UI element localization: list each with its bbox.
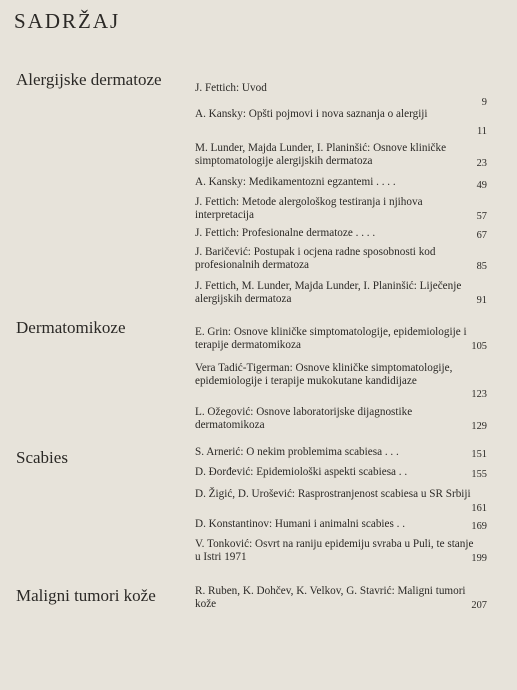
entry-page: 23: [476, 157, 487, 169]
entry-text: D. Đorđević: Epidemiološki aspekti scabiesa . .: [195, 466, 408, 478]
page-title: SADRŽAJ: [14, 9, 121, 33]
entry-page: 67: [476, 229, 487, 241]
toc-entry: [195, 326, 487, 353]
entry-text: J. Baričević: Postupak i ocjena radne sposobnosti kod profesionalnih dermatoza: [195, 246, 436, 271]
entry-page: 91: [476, 294, 487, 306]
entry-page: 49: [476, 179, 487, 191]
entry-page: 161: [471, 502, 487, 514]
entry-text: J. Fettich, M. Lunder, Majda Lunder, I. Planinšić: Liječenje alergijskih dermatoza: [195, 280, 462, 305]
toc-entry: [195, 142, 487, 170]
entry-text: A. Kansky: Medikamentozni egzantemi . . . .: [195, 176, 396, 188]
toc-entry: [195, 362, 487, 401]
entry-text: R. Ruben, K. Dohčev, K. Velkov, G. Stavrić: Maligni tumori kože: [195, 585, 466, 610]
entry-text: D. Žigić, D. Urošević: Rasprostranjenost scabiesa u SR Srbiji: [195, 488, 471, 500]
toc-entry: [195, 488, 487, 515]
toc-entry: [195, 82, 487, 109]
entry-page: 123: [471, 388, 487, 400]
entry-text: A. Kansky: Opšti pojmovi i nova saznanja o alergiji: [195, 108, 428, 120]
entry-page: 11: [476, 125, 487, 137]
entry-text: M. Lunder, Majda Lunder, I. Planinšić: Osnove kliničke simptomatologije alergijskih dermatoza: [195, 142, 447, 167]
entry-text: J. Fettich: Uvod: [195, 82, 267, 94]
entry-text: J. Fettich: Metode alergološkog testiranja i njihova interpretacija: [195, 196, 423, 221]
entry-page: 57: [476, 210, 487, 222]
toc-entry: [195, 196, 487, 223]
toc-entry: [195, 246, 487, 273]
entry-text: S. Arnerić: O nekim problemima scabiesa . . .: [195, 446, 399, 458]
section-title: Maligni tumori kože: [16, 586, 156, 605]
section-title: Alergijske dermatoze: [16, 70, 162, 89]
entry-page: 199: [471, 552, 487, 564]
entry-text: Vera Tadić-Tigerman: Osnove kliničke simptomatologije, epidemiologije i terapije mukokutane kandidijaze: [195, 362, 453, 387]
section-title: Scabies: [16, 448, 68, 467]
entry-text: J. Fettich: Profesionalne dermatoze . . . .: [195, 227, 376, 239]
toc-entry: [195, 466, 487, 481]
toc-entry: [195, 227, 487, 242]
entry-text: V. Tonković: Osvrt na raniju epidemiju svraba u Puli, te stanje u Istri 1971: [195, 538, 474, 563]
entry-page: 9: [481, 96, 487, 108]
section-title: Dermatomikoze: [16, 318, 126, 337]
toc-entry: [195, 176, 487, 192]
toc-entry: [195, 585, 487, 612]
entry-page: 129: [471, 420, 487, 432]
toc-entry: [195, 538, 487, 565]
toc-entry: [195, 108, 487, 138]
toc-entry: [195, 406, 487, 433]
entry-page: 105: [471, 340, 487, 352]
toc-entry: [195, 280, 487, 307]
entry-page: 151: [471, 448, 487, 460]
entry-page: 169: [471, 520, 487, 532]
entry-text: L. Ožegović: Osnove laboratorijske dijagnostike dermatomikoza: [195, 406, 413, 431]
entry-text: E. Grin: Osnove kliničke simptomatologije, epidemiologije i terapije dermatomikoza: [195, 326, 467, 351]
entry-page: 155: [471, 468, 487, 480]
toc-entry: [195, 446, 487, 461]
entry-page: 207: [471, 599, 487, 611]
entry-text: D. Konstantinov: Humani i animalni scabies . .: [195, 518, 406, 530]
entry-page: 85: [476, 260, 487, 272]
toc-entry: [195, 518, 487, 533]
